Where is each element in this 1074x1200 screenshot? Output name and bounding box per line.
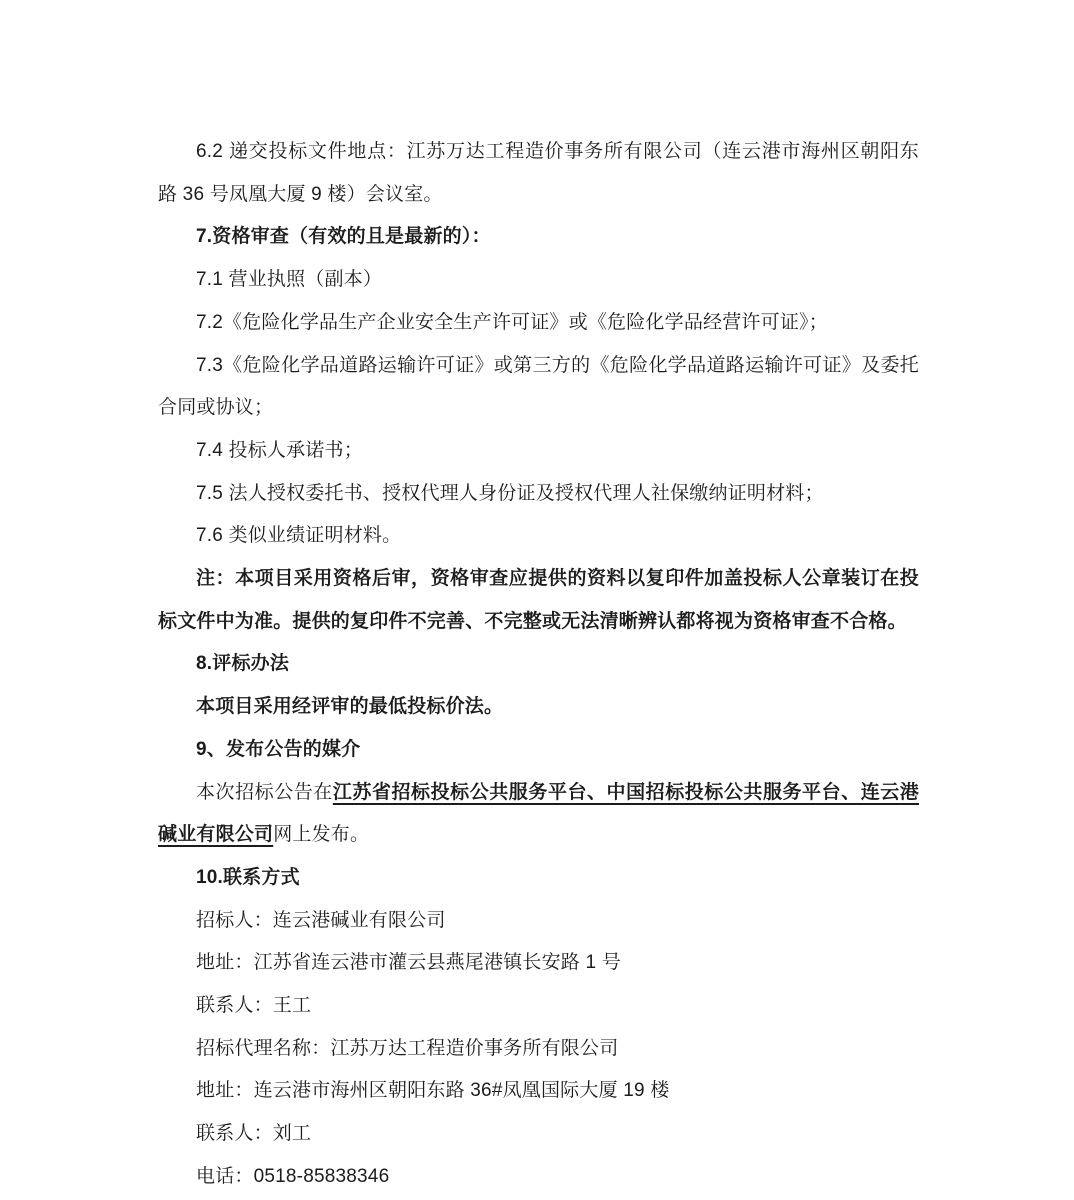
text-run: 联系人：王工	[196, 995, 312, 1017]
paragraph-agency-phone	[158, 1156, 919, 1199]
text-run: 7.2《危险化学品生产企业安全生产许可证》或《危险化学品经营许可证》；	[196, 311, 828, 333]
paragraph-clause-8-body-lowest-price	[158, 686, 919, 729]
paragraph-heading-10-contact-info	[158, 857, 919, 900]
paragraph-clause-7-1-business-license	[158, 259, 919, 302]
text-run: 注：本项目采用资格后审，资格审查应提供的资料以复印件加盖投标人公章装订在投标文件中为准。提供的复印件不完善、不完整或无法清晰辨认都将视为资格审查不合格。	[158, 568, 919, 632]
text-run: 7.4 投标人承诺书；	[196, 439, 363, 461]
text-run: 7.5 法人授权委托书、授权代理人身份证及授权代理人社保缴纳证明材料；	[196, 482, 824, 504]
paragraph-clause-7-2-production-permit	[158, 302, 919, 345]
paragraph-clause-7-6-performance-materials	[158, 515, 919, 558]
paragraph-tenderer-address	[158, 942, 919, 985]
text-run: 地址：连云港市海州区朝阳东路 36#凤凰国际大厦 19 楼	[196, 1080, 670, 1102]
platform-names-underlined-text: 江苏省招标投标公共服务平台、中国招标投标公共服务平台、连云港碱业有限公司	[158, 781, 919, 846]
document-body	[158, 131, 919, 1199]
text-run: 7.6 类似业绩证明材料。	[196, 525, 402, 547]
text-run: 联系人：刘工	[196, 1123, 312, 1145]
paragraph-clause-7-3-transport-permit	[158, 345, 919, 430]
paragraph-clause-9-body-platforms	[158, 772, 919, 857]
text-run: 招标人：连云港碱业有限公司	[196, 909, 446, 931]
text-run: 8.评标办法	[196, 653, 290, 675]
text-run: 网上发布。	[273, 824, 370, 846]
paragraph-heading-9-announcement-media	[158, 729, 919, 772]
text-run: 地址：江苏省连云港市灌云县燕尾港镇长安路 1 号	[196, 952, 621, 974]
text-run: 7.资格审查（有效的且是最新的）：	[196, 226, 491, 248]
text-run: 本项目采用经评审的最低投标价法。	[196, 696, 504, 718]
text-run: 7.1 营业执照（副本）	[196, 269, 383, 291]
text-run: 6.2 递交投标文件地点：江苏万达工程造价事务所有限公司（连云港市海州区朝阳东路 36 号凤凰大厦 9 楼）会议室。	[158, 141, 919, 205]
paragraph-agency-name	[158, 1028, 919, 1071]
paragraph-clause-6-2-submission-location	[158, 131, 919, 216]
text-run: 本次招标公告在	[196, 781, 333, 803]
text-run: 9、发布公告的媒介	[196, 738, 361, 760]
paragraph-agency-contact-person	[158, 1113, 919, 1156]
text-run: 电话：0518-85838346	[196, 1165, 390, 1187]
text-run: 招标代理名称：江苏万达工程造价事务所有限公司	[196, 1037, 619, 1059]
paragraph-tenderer-contact-person	[158, 985, 919, 1028]
paragraph-agency-address	[158, 1070, 919, 1113]
paragraph-note-post-qualification	[158, 558, 919, 643]
paragraph-clause-7-4-bidder-commitment	[158, 430, 919, 473]
paragraph-clause-7-5-authorization-materials	[158, 473, 919, 516]
text-run: 10.联系方式	[196, 866, 300, 888]
paragraph-heading-8-evaluation-method	[158, 643, 919, 686]
paragraph-heading-7-qualification-review	[158, 216, 919, 259]
text-run: 7.3《危险化学品道路运输许可证》或第三方的《危险化学品道路运输许可证》及委托合同或协议；	[158, 354, 919, 419]
paragraph-tenderer-name	[158, 900, 919, 943]
